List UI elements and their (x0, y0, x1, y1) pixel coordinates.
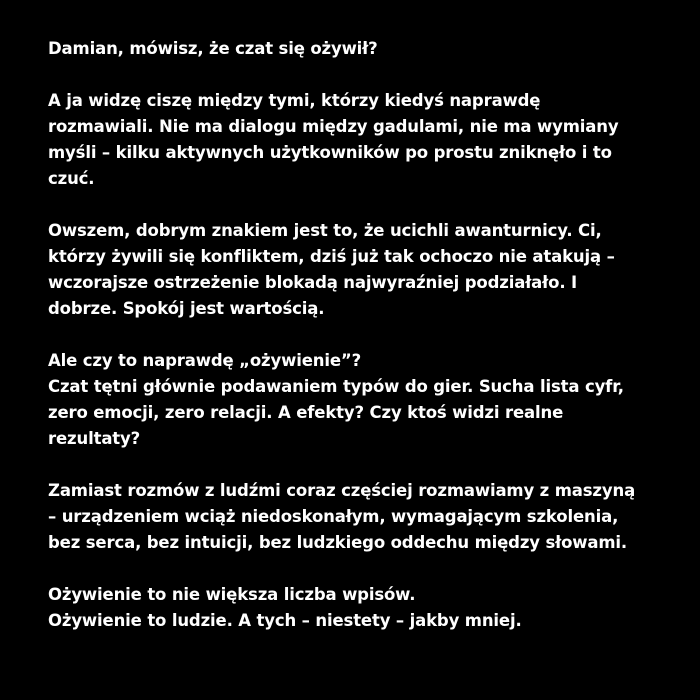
paragraph-revival-question (48, 348, 668, 452)
text-line: – urządzeniem wciąż niedoskonałym, wymagającym szkolenia, (48, 507, 619, 526)
text-line: myśli – kilku aktywnych użytkowników po prostu zniknęło i to (48, 143, 612, 162)
text-line: Owszem, dobrym znakiem jest to, że ucichli awanturnicy. Ci, (48, 221, 602, 240)
text-line: Czat tętni głównie podawaniem typów do gier. Sucha lista cyfr, (48, 377, 624, 396)
text-line: A ja widzę ciszę między tymi, którzy kiedyś naprawdę (48, 91, 541, 110)
text-line: Damian, mówisz, że czat się ożywił? (48, 39, 378, 58)
text-line: bez serca, bez intuicji, bez ludzkiego oddechu między słowami. (48, 533, 628, 552)
post-text (48, 36, 668, 634)
text-line: wczorajsze ostrzeżenie blokadą najwyraźniej podziałało. I (48, 273, 578, 292)
text-line: którzy żywili się konfliktem, dziś już tak ochoczo nie atakują – (48, 247, 615, 266)
text-line: rozmawiali. Nie ma dialogu między gadulami, nie ma wymiany (48, 117, 619, 136)
text-line: Zamiast rozmów z ludźmi coraz częściej rozmawiamy z maszyną (48, 481, 636, 500)
paragraph-troublemakers (48, 218, 668, 322)
text-line: zero emocji, zero relacji. A efekty? Czy ktoś widzi realne (48, 403, 564, 422)
text-line: Ale czy to naprawdę „ożywienie”? (48, 351, 362, 370)
paragraph-conclusion (48, 582, 668, 634)
text-line: dobrze. Spokój jest wartością. (48, 299, 325, 318)
text-line: Ożywienie to ludzie. A tych – niestety – jakby mniej. (48, 611, 522, 630)
text-line: Ożywienie to nie większa liczba wpisów. (48, 585, 416, 604)
text-line: czuć. (48, 169, 95, 188)
paragraph-machine (48, 478, 668, 556)
paragraph-greeting (48, 36, 668, 62)
text-line: rezultaty? (48, 429, 141, 448)
paragraph-silence (48, 88, 668, 192)
